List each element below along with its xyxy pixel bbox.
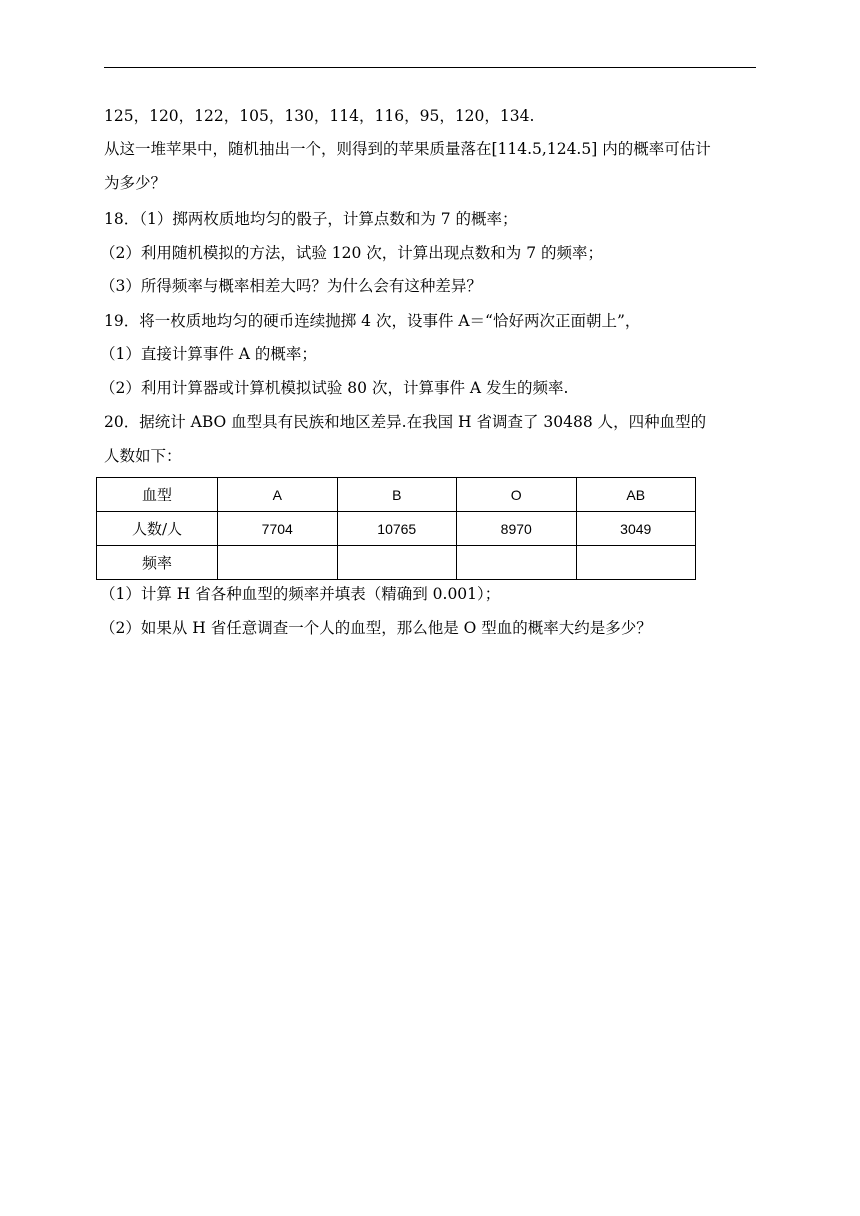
header-cell-a: A: [218, 478, 338, 512]
counts-label-cell: 人数/人: [97, 512, 218, 546]
header-cell-b: B: [337, 478, 457, 512]
freq-cell-o[interactable]: [457, 546, 577, 580]
freq-cell-b[interactable]: [337, 546, 457, 580]
freq-cell-ab[interactable]: [576, 546, 696, 580]
frequency-label-cell: 频率: [97, 546, 218, 580]
q20-title-line1: 20．据统计 ABO 血型具有民族和地区差异.在我国 H 省调查了 30488 人，四种血型的: [104, 413, 707, 431]
header-cell-o: O: [457, 478, 577, 512]
count-cell-ab: 3049: [576, 512, 696, 546]
count-cell-a: 7704: [218, 512, 338, 546]
table-row-header: [97, 478, 696, 512]
count-cell-o: 8970: [457, 512, 577, 546]
q18-part2: （2）利用随机模拟的方法，试验 120 次，计算出现点数和为 7 的频率；: [100, 244, 604, 262]
q20-part2: （2）如果从 H 省任意调查一个人的血型，那么他是 O 型血的概率大约是多少？: [100, 619, 652, 637]
header-cell-ab: AB: [576, 478, 696, 512]
q17-question-line2: 为多少？: [104, 174, 167, 192]
q18-title: 18．（1）掷两枚质地均匀的骰子，计算点数和为 7 的概率；: [104, 210, 518, 228]
table-row-counts: [97, 512, 696, 546]
q20-title-line2: 人数如下：: [104, 447, 182, 465]
q20-part1: （1）计算 H 省各种血型的频率并填表（精确到 0.001）；: [100, 585, 501, 603]
freq-cell-a[interactable]: [218, 546, 338, 580]
q19-title: 19．将一枚质地均匀的硬币连续抛掷 4 次，设事件 A＝“恰好两次正面朝上”，: [104, 312, 641, 330]
table-row-frequency: [97, 546, 696, 580]
blood-type-table: [96, 477, 696, 580]
apple-mass-data: 125，120，122，105，130，114，116，95，120，134.: [104, 107, 535, 125]
q18-part3: （3）所得频率与概率相差大吗？为什么会有这种差异？: [100, 277, 482, 295]
header-cell-blood-type: 血型: [97, 478, 218, 512]
q19-part1: （1）直接计算事件 A 的概率；: [100, 345, 317, 363]
header-rule: [104, 67, 756, 68]
count-cell-b: 10765: [337, 512, 457, 546]
q17-question-line1: 从这一堆苹果中，随机抽出一个，则得到的苹果质量落在[114.5,124.5] 内的概率可估计: [104, 140, 711, 158]
q19-part2: （2）利用计算器或计算机模拟试验 80 次，计算事件 A 发生的频率.: [100, 379, 569, 397]
